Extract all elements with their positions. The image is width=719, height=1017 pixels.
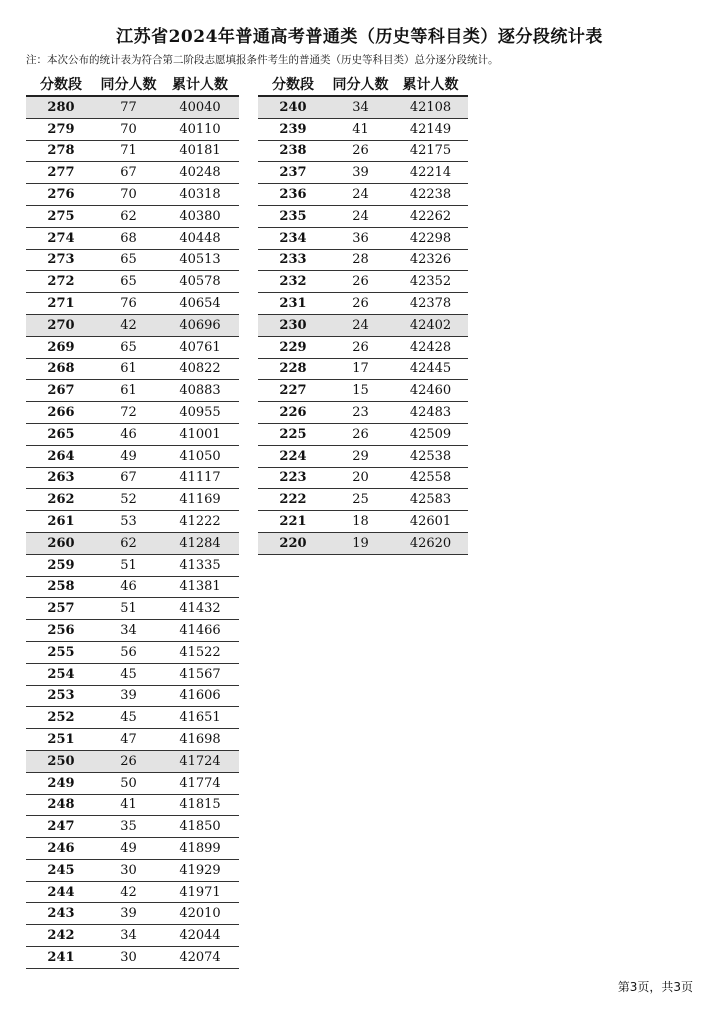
table-row xyxy=(26,663,239,685)
cell-score: 280 xyxy=(26,96,96,118)
cell-cumulative: 42483 xyxy=(393,402,468,424)
cell-score: 234 xyxy=(258,227,328,249)
cell-same-count: 51 xyxy=(96,554,161,576)
table-row xyxy=(26,227,239,249)
cell-score: 224 xyxy=(258,445,328,467)
page-number: 第3页，共3页 xyxy=(617,980,693,994)
table-row xyxy=(26,249,239,271)
cell-same-count: 77 xyxy=(96,96,161,118)
cell-cumulative: 40696 xyxy=(161,314,239,336)
cell-same-count: 24 xyxy=(328,184,393,206)
cell-same-count: 29 xyxy=(328,445,393,467)
table-row xyxy=(26,838,239,860)
table-row xyxy=(258,227,468,249)
cell-score: 240 xyxy=(258,96,328,118)
cell-score: 232 xyxy=(258,271,328,293)
cell-score: 223 xyxy=(258,467,328,489)
cell-same-count: 17 xyxy=(328,358,393,380)
table-row xyxy=(26,620,239,642)
cell-cumulative: 42175 xyxy=(393,140,468,162)
cell-score: 268 xyxy=(26,358,96,380)
score-table-left xyxy=(26,72,239,969)
cell-score: 221 xyxy=(258,511,328,533)
cell-cumulative: 41567 xyxy=(161,663,239,685)
cell-score: 231 xyxy=(258,293,328,315)
cell-same-count: 45 xyxy=(96,663,161,685)
cell-cumulative: 41001 xyxy=(161,423,239,445)
cell-cumulative: 41335 xyxy=(161,554,239,576)
cell-cumulative: 41929 xyxy=(161,859,239,881)
cell-cumulative: 42460 xyxy=(393,380,468,402)
cell-same-count: 50 xyxy=(96,772,161,794)
table-row xyxy=(26,423,239,445)
cell-score: 225 xyxy=(258,423,328,445)
cell-same-count: 42 xyxy=(96,314,161,336)
table-row xyxy=(26,903,239,925)
table-header-row xyxy=(258,72,468,96)
table-row xyxy=(26,271,239,293)
cell-same-count: 56 xyxy=(96,641,161,663)
table-row xyxy=(258,467,468,489)
cell-score: 248 xyxy=(26,794,96,816)
table-row xyxy=(26,118,239,140)
cell-cumulative: 42044 xyxy=(161,925,239,947)
cell-same-count: 18 xyxy=(328,511,393,533)
cell-score: 277 xyxy=(26,162,96,184)
cell-same-count: 76 xyxy=(96,293,161,315)
cell-score: 239 xyxy=(258,118,328,140)
cell-score: 260 xyxy=(26,532,96,554)
header-cumulative-count: 累计人数 xyxy=(161,72,239,96)
cell-same-count: 46 xyxy=(96,576,161,598)
cell-same-count: 51 xyxy=(96,598,161,620)
cell-cumulative: 40578 xyxy=(161,271,239,293)
table-row xyxy=(258,489,468,511)
table-row xyxy=(26,511,239,533)
table-row xyxy=(258,314,468,336)
cell-score: 242 xyxy=(26,925,96,947)
cell-score: 272 xyxy=(26,271,96,293)
cell-same-count: 67 xyxy=(96,467,161,489)
cell-score: 220 xyxy=(258,532,328,554)
cell-cumulative: 40761 xyxy=(161,336,239,358)
header-score-range: 分数段 xyxy=(26,72,96,96)
cell-cumulative: 40654 xyxy=(161,293,239,315)
cell-cumulative: 42445 xyxy=(393,358,468,380)
cell-score: 250 xyxy=(26,750,96,772)
cell-cumulative: 42214 xyxy=(393,162,468,184)
table-row xyxy=(26,750,239,772)
cell-cumulative: 40040 xyxy=(161,96,239,118)
cell-same-count: 34 xyxy=(96,925,161,947)
cell-same-count: 49 xyxy=(96,445,161,467)
cell-same-count: 15 xyxy=(328,380,393,402)
cell-cumulative: 42108 xyxy=(393,96,468,118)
cell-cumulative: 42010 xyxy=(161,903,239,925)
cell-score: 259 xyxy=(26,554,96,576)
table-header-row xyxy=(26,72,239,96)
cell-cumulative: 42149 xyxy=(393,118,468,140)
table-row xyxy=(258,380,468,402)
cell-same-count: 39 xyxy=(96,685,161,707)
cell-score: 262 xyxy=(26,489,96,511)
table-row xyxy=(26,184,239,206)
cell-score: 244 xyxy=(26,881,96,903)
cell-cumulative: 40248 xyxy=(161,162,239,184)
cell-score: 263 xyxy=(26,467,96,489)
table-row xyxy=(258,445,468,467)
table-row xyxy=(26,576,239,598)
table-row xyxy=(26,293,239,315)
table-row xyxy=(26,925,239,947)
cell-cumulative: 42538 xyxy=(393,445,468,467)
cell-same-count: 65 xyxy=(96,249,161,271)
cell-cumulative: 41381 xyxy=(161,576,239,598)
table-row xyxy=(258,511,468,533)
table-row xyxy=(26,358,239,380)
cell-score: 247 xyxy=(26,816,96,838)
header-score-range: 分数段 xyxy=(258,72,328,96)
cell-cumulative: 42262 xyxy=(393,205,468,227)
table-row xyxy=(26,598,239,620)
table-row xyxy=(26,554,239,576)
cell-score: 278 xyxy=(26,140,96,162)
cell-same-count: 68 xyxy=(96,227,161,249)
cell-cumulative: 42558 xyxy=(393,467,468,489)
table-row xyxy=(26,162,239,184)
cell-same-count: 36 xyxy=(328,227,393,249)
cell-score: 275 xyxy=(26,205,96,227)
table-row xyxy=(258,532,468,554)
cell-score: 229 xyxy=(258,336,328,358)
cell-same-count: 61 xyxy=(96,380,161,402)
table-row xyxy=(258,336,468,358)
cell-cumulative: 40181 xyxy=(161,140,239,162)
cell-score: 270 xyxy=(26,314,96,336)
table-row xyxy=(26,402,239,424)
cell-same-count: 26 xyxy=(328,271,393,293)
cell-score: 237 xyxy=(258,162,328,184)
table-row xyxy=(26,729,239,751)
cell-cumulative: 42352 xyxy=(393,271,468,293)
cell-score: 235 xyxy=(258,205,328,227)
cell-same-count: 28 xyxy=(328,249,393,271)
table-row xyxy=(26,772,239,794)
cell-cumulative: 41606 xyxy=(161,685,239,707)
cell-cumulative: 41050 xyxy=(161,445,239,467)
table-row xyxy=(26,641,239,663)
cell-score: 228 xyxy=(258,358,328,380)
table-row xyxy=(26,707,239,729)
cell-cumulative: 40110 xyxy=(161,118,239,140)
cell-score: 227 xyxy=(258,380,328,402)
cell-score: 261 xyxy=(26,511,96,533)
table-row xyxy=(258,293,468,315)
cell-score: 252 xyxy=(26,707,96,729)
cell-cumulative: 41899 xyxy=(161,838,239,860)
cell-score: 245 xyxy=(26,859,96,881)
cell-same-count: 20 xyxy=(328,467,393,489)
cell-cumulative: 41774 xyxy=(161,772,239,794)
cell-cumulative: 40448 xyxy=(161,227,239,249)
cell-cumulative: 42326 xyxy=(393,249,468,271)
cell-same-count: 23 xyxy=(328,402,393,424)
cell-same-count: 49 xyxy=(96,838,161,860)
cell-same-count: 70 xyxy=(96,118,161,140)
cell-same-count: 34 xyxy=(328,96,393,118)
cell-score: 249 xyxy=(26,772,96,794)
cell-cumulative: 41169 xyxy=(161,489,239,511)
table-row xyxy=(26,140,239,162)
cell-same-count: 30 xyxy=(96,859,161,881)
cell-cumulative: 41284 xyxy=(161,532,239,554)
table-row xyxy=(26,881,239,903)
cell-same-count: 19 xyxy=(328,532,393,554)
cell-score: 257 xyxy=(26,598,96,620)
table-row xyxy=(26,489,239,511)
cell-same-count: 26 xyxy=(328,336,393,358)
cell-cumulative: 42620 xyxy=(393,532,468,554)
cell-same-count: 39 xyxy=(328,162,393,184)
cell-score: 246 xyxy=(26,838,96,860)
cell-same-count: 71 xyxy=(96,140,161,162)
cell-same-count: 62 xyxy=(96,205,161,227)
cell-score: 269 xyxy=(26,336,96,358)
cell-same-count: 67 xyxy=(96,162,161,184)
cell-score: 233 xyxy=(258,249,328,271)
cell-same-count: 26 xyxy=(328,293,393,315)
cell-score: 274 xyxy=(26,227,96,249)
cell-same-count: 46 xyxy=(96,423,161,445)
cell-cumulative: 42378 xyxy=(393,293,468,315)
table-row xyxy=(258,358,468,380)
cell-cumulative: 40513 xyxy=(161,249,239,271)
cell-cumulative: 42298 xyxy=(393,227,468,249)
cell-same-count: 35 xyxy=(96,816,161,838)
cell-cumulative: 41222 xyxy=(161,511,239,533)
cell-same-count: 41 xyxy=(328,118,393,140)
cell-score: 222 xyxy=(258,489,328,511)
table-row xyxy=(26,445,239,467)
cell-cumulative: 41117 xyxy=(161,467,239,489)
cell-cumulative: 41522 xyxy=(161,641,239,663)
cell-same-count: 24 xyxy=(328,205,393,227)
cell-same-count: 34 xyxy=(96,620,161,642)
cell-score: 241 xyxy=(26,947,96,969)
cell-same-count: 52 xyxy=(96,489,161,511)
cell-score: 243 xyxy=(26,903,96,925)
table-row xyxy=(26,859,239,881)
cell-same-count: 53 xyxy=(96,511,161,533)
cell-score: 279 xyxy=(26,118,96,140)
cell-score: 254 xyxy=(26,663,96,685)
table-row xyxy=(26,794,239,816)
cell-cumulative: 42428 xyxy=(393,336,468,358)
cell-cumulative: 42601 xyxy=(393,511,468,533)
cell-score: 265 xyxy=(26,423,96,445)
cell-score: 255 xyxy=(26,641,96,663)
cell-same-count: 45 xyxy=(96,707,161,729)
cell-cumulative: 42402 xyxy=(393,314,468,336)
table-row xyxy=(258,205,468,227)
table-row xyxy=(258,140,468,162)
cell-cumulative: 42238 xyxy=(393,184,468,206)
table-row xyxy=(26,467,239,489)
cell-cumulative: 41971 xyxy=(161,881,239,903)
cell-cumulative: 41432 xyxy=(161,598,239,620)
cell-score: 256 xyxy=(26,620,96,642)
cell-cumulative: 40380 xyxy=(161,205,239,227)
header-same-score-count: 同分人数 xyxy=(328,72,393,96)
cell-score: 267 xyxy=(26,380,96,402)
cell-score: 264 xyxy=(26,445,96,467)
cell-cumulative: 41466 xyxy=(161,620,239,642)
table-row xyxy=(26,205,239,227)
cell-same-count: 24 xyxy=(328,314,393,336)
table-row xyxy=(258,184,468,206)
table-row xyxy=(26,314,239,336)
page-title: 江苏省2024年普通高考普通类（历史等科目类）逐分段统计表 xyxy=(116,27,603,47)
cell-score: 251 xyxy=(26,729,96,751)
cell-same-count: 26 xyxy=(96,750,161,772)
cell-score: 230 xyxy=(258,314,328,336)
table-row xyxy=(258,271,468,293)
table-row xyxy=(26,336,239,358)
table-row xyxy=(26,816,239,838)
table-row xyxy=(26,380,239,402)
table-row xyxy=(258,249,468,271)
cell-same-count: 62 xyxy=(96,532,161,554)
cell-score: 238 xyxy=(258,140,328,162)
header-same-score-count: 同分人数 xyxy=(96,72,161,96)
cell-cumulative: 41698 xyxy=(161,729,239,751)
cell-same-count: 41 xyxy=(96,794,161,816)
cell-same-count: 65 xyxy=(96,336,161,358)
cell-cumulative: 41651 xyxy=(161,707,239,729)
cell-cumulative: 40822 xyxy=(161,358,239,380)
cell-score: 253 xyxy=(26,685,96,707)
cell-score: 271 xyxy=(26,293,96,315)
cell-score: 258 xyxy=(26,576,96,598)
cell-score: 236 xyxy=(258,184,328,206)
cell-cumulative: 42583 xyxy=(393,489,468,511)
cell-same-count: 30 xyxy=(96,947,161,969)
cell-same-count: 47 xyxy=(96,729,161,751)
table-row xyxy=(26,685,239,707)
cell-same-count: 72 xyxy=(96,402,161,424)
cell-cumulative: 42509 xyxy=(393,423,468,445)
table-row xyxy=(26,947,239,969)
cell-same-count: 42 xyxy=(96,881,161,903)
cell-cumulative: 41850 xyxy=(161,816,239,838)
cell-score: 276 xyxy=(26,184,96,206)
table-row xyxy=(26,532,239,554)
cell-cumulative: 41815 xyxy=(161,794,239,816)
cell-score: 226 xyxy=(258,402,328,424)
cell-same-count: 65 xyxy=(96,271,161,293)
score-table-right xyxy=(258,72,468,555)
cell-same-count: 26 xyxy=(328,423,393,445)
cell-same-count: 61 xyxy=(96,358,161,380)
cell-cumulative: 41724 xyxy=(161,750,239,772)
cell-cumulative: 40318 xyxy=(161,184,239,206)
cell-cumulative: 40955 xyxy=(161,402,239,424)
table-row xyxy=(258,96,468,118)
header-cumulative-count: 累计人数 xyxy=(393,72,468,96)
table-note: 注：本次公布的统计表为符合第二阶段志愿填报条件考生的普通类（历史等科目类）总分逐分段统计。 xyxy=(26,54,499,66)
cell-cumulative: 40883 xyxy=(161,380,239,402)
table-row xyxy=(258,423,468,445)
table-row xyxy=(258,402,468,424)
cell-score: 273 xyxy=(26,249,96,271)
table-row xyxy=(258,162,468,184)
cell-same-count: 26 xyxy=(328,140,393,162)
table-row xyxy=(258,118,468,140)
table-row xyxy=(26,96,239,118)
cell-same-count: 25 xyxy=(328,489,393,511)
cell-cumulative: 42074 xyxy=(161,947,239,969)
cell-same-count: 70 xyxy=(96,184,161,206)
cell-same-count: 39 xyxy=(96,903,161,925)
cell-score: 266 xyxy=(26,402,96,424)
